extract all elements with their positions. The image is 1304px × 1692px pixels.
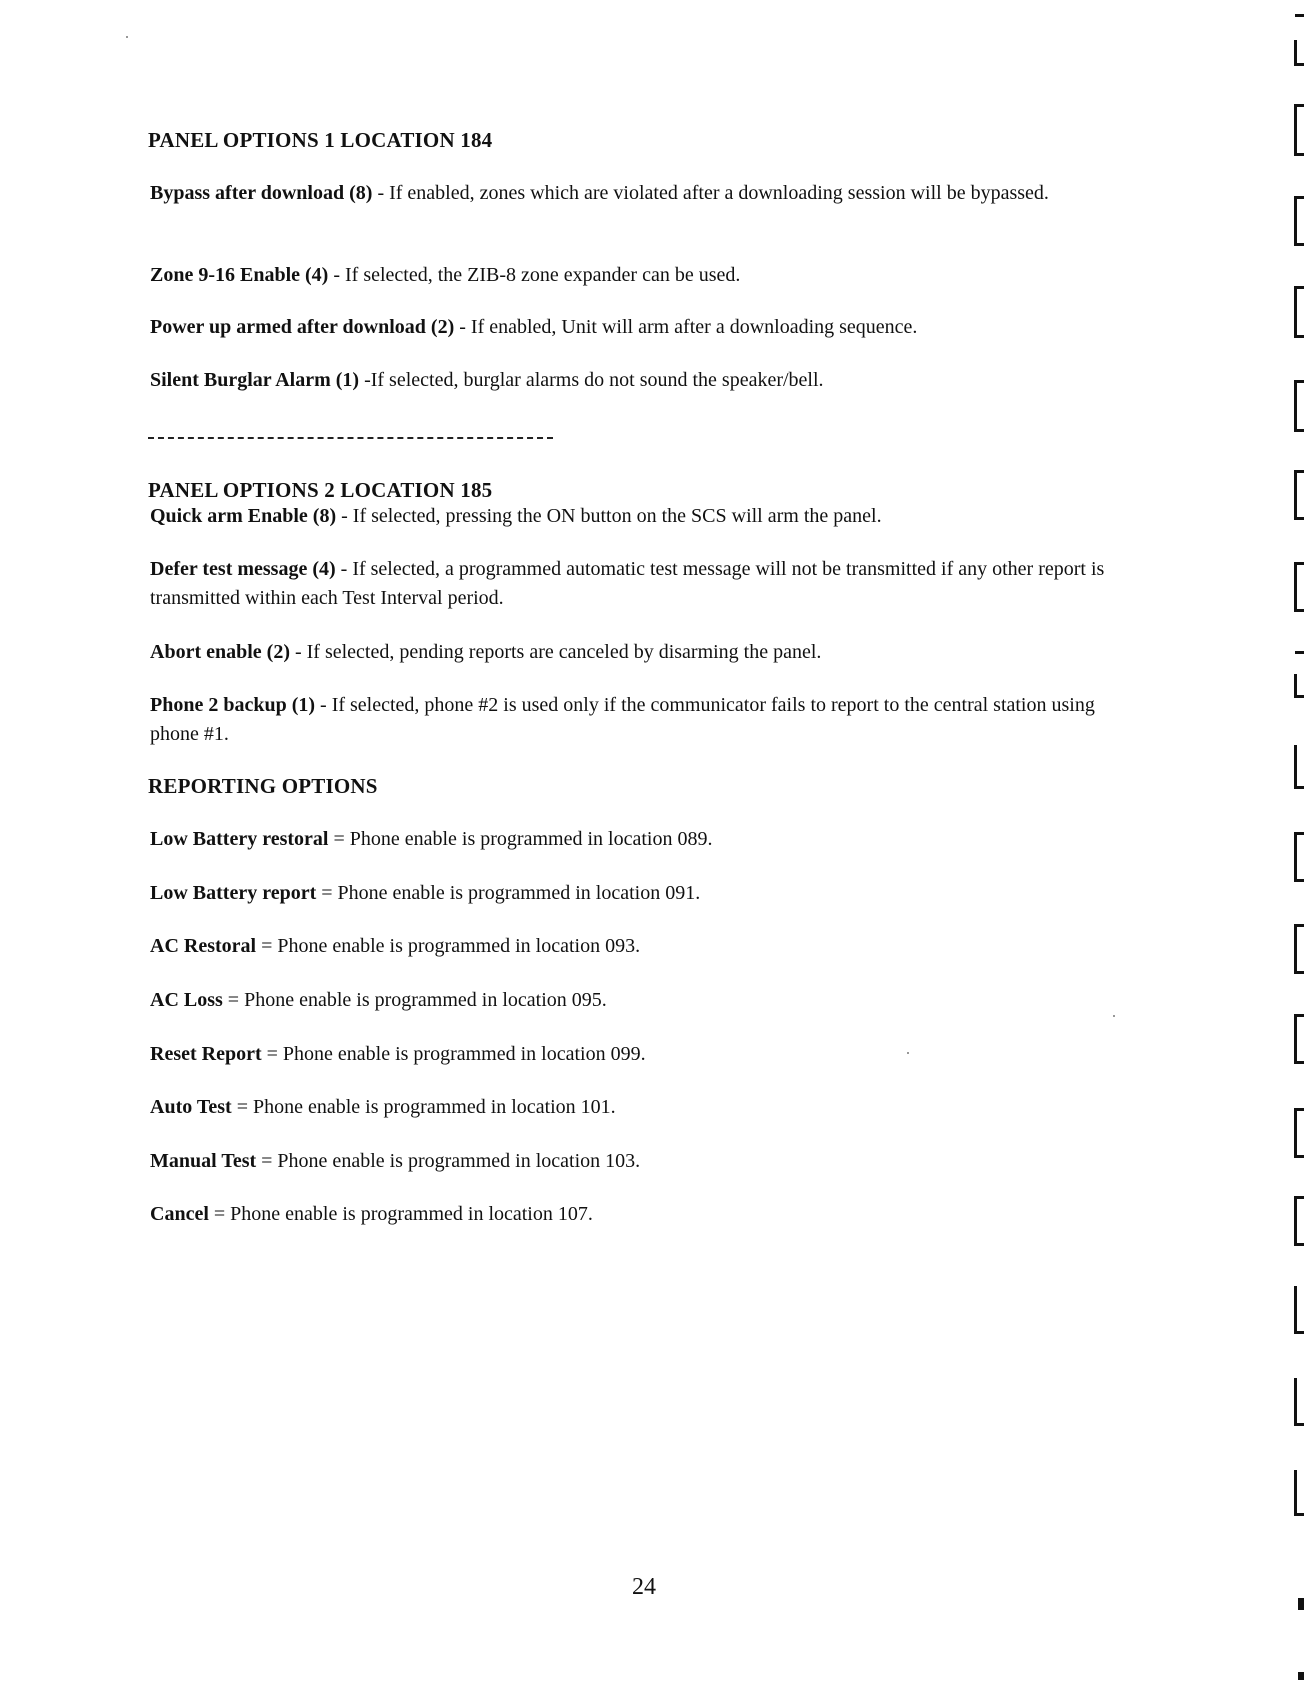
binding-edge-mark [1294, 470, 1304, 520]
binding-edge-mark [1295, 651, 1304, 654]
option-description: - If selected, phone #2 is used only if the communicator fails to report to the central station using phone #1. [150, 694, 1095, 745]
binding-edge-mark [1294, 40, 1304, 66]
paragraph-low-battery-report [150, 879, 1130, 908]
binding-edge-mark [1294, 196, 1304, 246]
section-heading-reporting-options: REPORTING OPTIONS [148, 774, 378, 798]
binding-edge-mark [1298, 1598, 1304, 1610]
option-term: Auto Test [150, 1096, 232, 1118]
option-term: Cancel [150, 1203, 209, 1225]
option-term: Defer test message (4) [150, 558, 336, 580]
option-description: - If selected, pressing the ON button on the SCS will arm the panel. [336, 505, 882, 527]
binding-edge-mark [1294, 745, 1304, 789]
scan-speck [126, 36, 128, 38]
binding-edge-mark [1295, 14, 1304, 17]
option-description: = Phone enable is programmed in location 107. [208, 1203, 593, 1225]
paragraph-defer-test-message [150, 555, 1130, 613]
binding-edge-mark [1294, 562, 1304, 612]
option-term: Reset Report [150, 1043, 262, 1065]
option-description: - If enabled, Unit will arm after a downloading sequence. [454, 316, 918, 338]
paragraph-ac-loss [150, 986, 1130, 1015]
binding-edge-mark [1294, 832, 1304, 882]
option-term: Zone 9-16 Enable (4) [150, 264, 329, 286]
option-term: Silent Burglar Alarm (1) [150, 369, 360, 391]
binding-edge-mark [1294, 104, 1304, 156]
option-description: = Phone enable is programmed in location 103. [256, 1150, 641, 1172]
option-description: -If selected, burglar alarms do not sound the speaker/bell. [359, 369, 824, 391]
page-number: 24 [632, 1574, 656, 1600]
binding-edge-mark [1294, 1286, 1304, 1334]
binding-edge-mark [1294, 924, 1304, 974]
option-term: Low Battery restoral [150, 828, 329, 850]
option-description: - If enabled, zones which are violated after a downloading session will be bypassed. [372, 182, 1049, 204]
paragraph-silent-burglar-alarm [150, 366, 1130, 395]
option-term: AC Loss [150, 989, 223, 1011]
section-heading-panel-options-1: PANEL OPTIONS 1 LOCATION 184 [148, 128, 493, 152]
option-description: - If selected, pending reports are canceled by disarming the panel. [289, 641, 822, 663]
section-heading-panel-options-2: PANEL OPTIONS 2 LOCATION 185 [148, 478, 493, 502]
scan-speck [1113, 1015, 1115, 1017]
option-description: = Phone enable is programmed in location 091. [316, 882, 701, 904]
binding-edge-mark [1294, 1014, 1304, 1064]
option-term: Abort enable (2) [150, 641, 290, 663]
scan-speck [907, 1052, 909, 1054]
option-term: Manual Test [150, 1150, 257, 1172]
paragraph-ac-restoral [150, 932, 1130, 961]
binding-edge-mark [1298, 1672, 1304, 1680]
paragraph-manual-test [150, 1147, 1130, 1176]
option-description: - If selected, a programmed automatic test message will not be transmitted if any other report is transmitted within each Test Interval period. [150, 558, 1105, 609]
option-description: = Phone enable is programmed in location 095. [222, 989, 607, 1011]
option-term: Phone 2 backup (1) [150, 694, 316, 716]
option-description: = Phone enable is programmed in location 099. [261, 1043, 646, 1065]
option-term: Low Battery report [150, 882, 317, 904]
option-description: = Phone enable is programmed in location 093. [256, 935, 641, 957]
binding-edge-mark [1294, 286, 1304, 338]
binding-edge-mark [1294, 1108, 1304, 1158]
binding-edge-mark [1294, 1378, 1304, 1426]
paragraph-zone-enable [150, 261, 1130, 290]
binding-edge-mark [1294, 380, 1304, 432]
paragraph-auto-test [150, 1093, 1130, 1122]
paragraph-reset-report [150, 1040, 1130, 1069]
dashed-separator [148, 437, 553, 439]
paragraph-cancel [150, 1200, 1130, 1229]
paragraph-low-battery-restoral [150, 825, 1130, 854]
option-term: Power up armed after download (2) [150, 316, 455, 338]
option-description: - If selected, the ZIB-8 zone expander can be used. [328, 264, 741, 286]
paragraph-quick-arm-enable [150, 502, 1130, 531]
binding-edge-mark [1294, 1196, 1304, 1246]
paragraph-phone-2-backup [150, 691, 1130, 749]
binding-edge-mark [1294, 674, 1304, 698]
option-description: = Phone enable is programmed in location 101. [231, 1096, 616, 1118]
paragraph-abort-enable [150, 638, 1130, 667]
option-term: Quick arm Enable (8) [150, 505, 337, 527]
paragraph-power-up-armed [150, 313, 1130, 342]
option-description: = Phone enable is programmed in location 089. [328, 828, 713, 850]
option-term: Bypass after download (8) [150, 182, 373, 204]
binding-edge-mark [1294, 1470, 1304, 1516]
paragraph-bypass-after-download [150, 179, 1130, 208]
option-term: AC Restoral [150, 935, 257, 957]
